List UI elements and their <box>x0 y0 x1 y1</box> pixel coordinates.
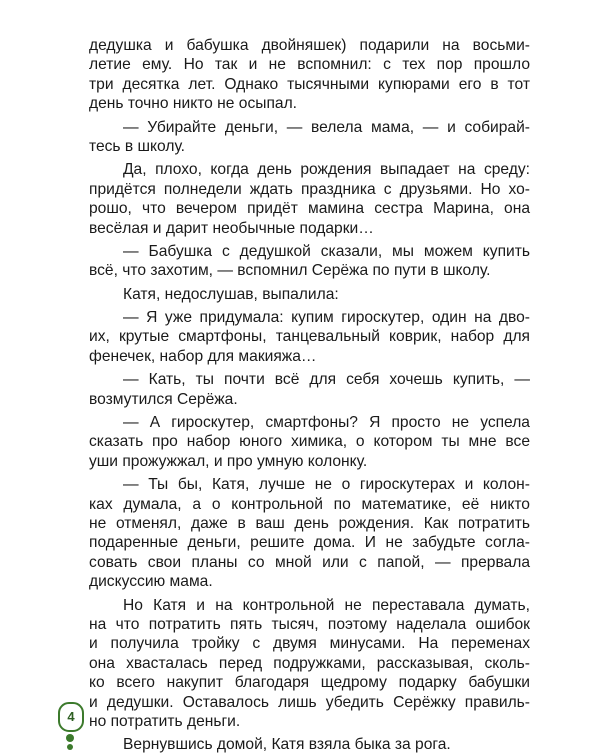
text-line: день точно никто не осыпал. <box>89 95 298 113</box>
text-line: — Убирайте деньги, — велела мама, — и собирай- <box>123 118 530 136</box>
decorative-dot-icon <box>66 734 74 742</box>
text-line: Но Катя и на контрольной не переставала думать, <box>123 596 530 614</box>
text-line: дискуссию мама. <box>89 573 213 591</box>
paragraph <box>89 596 530 732</box>
text-line: подаренные деньги, решите дома. И не забудьте согла- <box>89 534 530 552</box>
text-line: уши прожужжал, и про умную колонку. <box>89 452 368 470</box>
text-line: их, крутые смартфоны, танцевальный коврик, набор для <box>89 328 530 346</box>
text-line: рошо, что вечером придёт мамина сестра Марина, она <box>89 200 530 218</box>
decorative-dot-icon <box>67 744 73 750</box>
paragraph <box>89 413 530 471</box>
paragraph <box>89 242 530 281</box>
paragraph <box>89 308 530 366</box>
paragraph <box>89 118 530 157</box>
page-number-marker <box>56 702 86 750</box>
text-line: ко всего накупит благодаря щедрому подарку бабушки <box>89 674 530 692</box>
page-number: 4 <box>58 702 84 732</box>
text-line: совать свои планы со мной или с папой, — прервала <box>89 553 530 571</box>
text-line: Катя, недослушав, выпалила: <box>123 285 339 303</box>
text-line: и получила тройку с двумя минусами. На переменах <box>89 635 530 653</box>
paragraph <box>89 160 530 238</box>
paragraph <box>89 370 530 409</box>
story-text <box>89 36 530 755</box>
text-line: она хвасталась перед подружками, рассказывая, сколь- <box>89 654 530 672</box>
text-line: ках думала, а о контрольной по математике, её никто <box>89 495 530 513</box>
text-line: тесь в школу. <box>89 137 186 155</box>
text-line: придётся полнедели ждать праздника с друзьями. Но хо- <box>89 180 530 198</box>
text-line: — Бабушка с дедушкой сказали, мы можем купить <box>123 242 530 260</box>
text-line: всё, что захотим, — вспомнил Серёжа по пути в школу. <box>89 262 491 280</box>
text-line: три десятка лет. Однако тысячными купюрами его в тот <box>89 75 530 93</box>
text-line: не отменял, даже в ваш день рождения. Как потратить <box>89 514 530 532</box>
text-line: Да, плохо, когда день рождения выпадает на среду: <box>123 161 530 179</box>
text-line: — Кать, ты почти всё для себя хочешь купить, — <box>123 371 530 389</box>
text-line: и дедушки. Оставалось лишь убедить Серёжку правиль- <box>89 693 530 711</box>
text-line: дедушка и бабушка двойняшек) подарили на восьми- <box>89 37 530 54</box>
text-line: фенечек, набор для макияжа… <box>89 347 317 365</box>
paragraph <box>89 36 530 114</box>
text-line: но потратить деньги. <box>89 712 241 730</box>
paragraph <box>89 475 530 591</box>
text-line: — Я уже придумала: купим гироскутер, один на дво- <box>123 309 530 327</box>
paragraph <box>89 735 530 754</box>
text-line: весёлая и дарит необычные подарки… <box>89 219 374 237</box>
text-line: сказать про набор юного химика, о котором ты мне все <box>89 433 530 451</box>
paragraph <box>89 285 530 304</box>
text-line: Вернувшись домой, Катя взяла быка за рога. <box>123 736 451 754</box>
text-line: возмутился Серёжа. <box>89 390 238 408</box>
text-line: летие ему. Но так и не вспомнил: с тех пор прошло <box>89 56 530 74</box>
text-line: — А гироскутер, смартфоны? Я просто не успела <box>123 414 530 432</box>
text-line: на что потратить пять тысяч, поэтому наделала ошибок <box>89 615 530 633</box>
text-line: — Ты бы, Катя, лучше не о гироскутерах и колон- <box>123 476 530 494</box>
